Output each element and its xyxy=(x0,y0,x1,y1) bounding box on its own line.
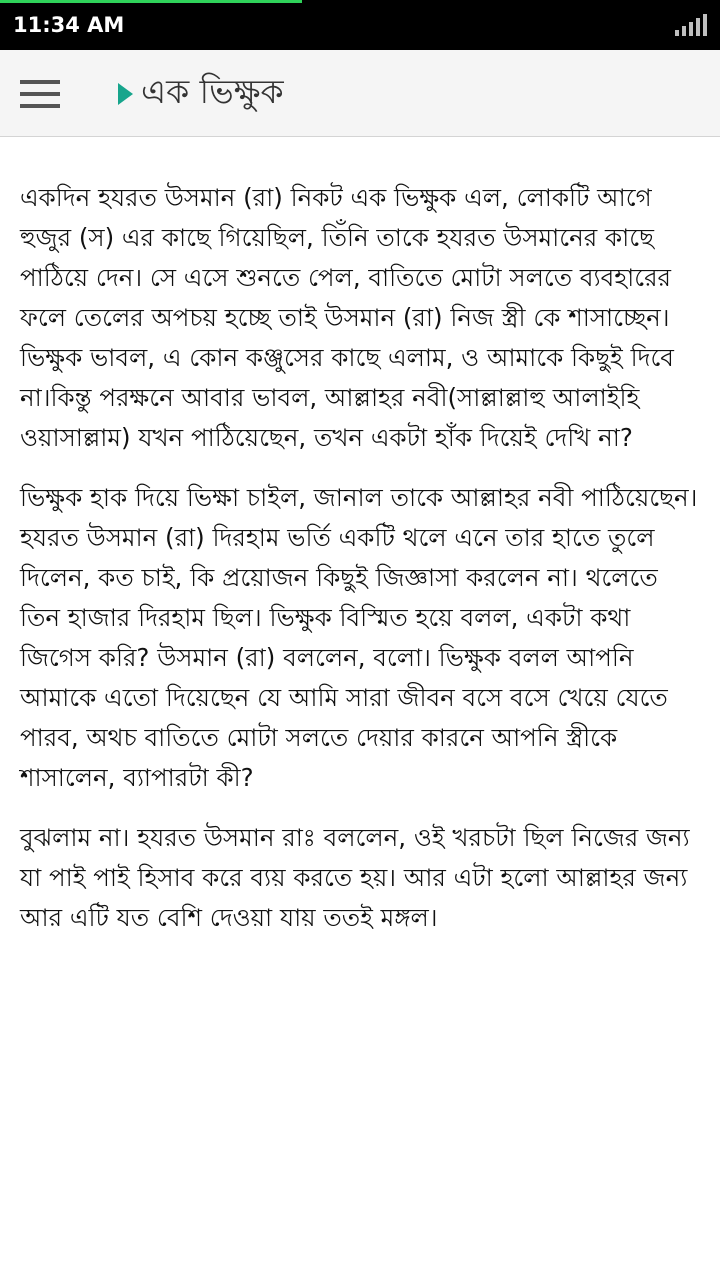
title-area xyxy=(118,68,284,120)
status-bar xyxy=(0,0,720,50)
signal-strength-icon xyxy=(675,14,707,36)
article-paragraph-1: একদিন হযরত উসমান (রা) নিকট এক ভিক্ষুক এল, লোকটি আগে হুজুর (স) এর কাছে গিয়েছিল, তিঁনি তাকে হযরত উসমানের কাছে পাঠিয়ে দেন। সে এসে শুনতে পেল, বাতিতে মোটা সলতে ব্যবহারের ফলে তেলের অপচয় হচ্ছে তাই উসমান (রা) নিজ স্ত্রী কে শাসাচ্ছেন।ভিক্ষুক ভাবল, এ কোন কঞ্জুসের কাছে এলাম, ও আমাকে কিছুই দিবে না।কিন্তু পরক্ষনে আবার ভাবল, আল্লাহর নবী(সাল্লাল্লাহু আলাইহি ওয়াসাল্লাম) যখন পাঠিয়েছেন, তখন একটা হাঁক দিয়েই দেখি না? xyxy=(20,183,674,452)
play-arrow-icon xyxy=(118,83,133,105)
menu-button[interactable] xyxy=(12,70,68,116)
app-bar xyxy=(0,50,720,137)
article-body xyxy=(20,178,700,958)
status-time: 11:34 AM xyxy=(13,13,125,37)
article-paragraph-3: বুঝলাম না। হযরত উসমান রাঃ বললেন, ওই খরচটা ছিল নিজের জন্য যা পাই পাই হিসাব করে ব্যয় করতে হয়। আর এটা হলো আল্লাহর জন্য আর এটি যত বেশি দেওয়া যায় ততই মঙ্গল। xyxy=(20,823,690,932)
page-title: এক ভিক্ষুক xyxy=(141,72,284,111)
page-load-progress-bar xyxy=(0,0,302,3)
article-paragraph-2: ভিক্ষুক হাক দিয়ে ভিক্ষা চাইল, জানাল তাকে আল্লাহর নবী পাঠিয়েছেন। হযরত উসমান (রা) দিরহাম ভর্তি একটি থলে এনে তার হাতে তুলে দিলেন, কত চাই, কি প্রয়োজন কিছুই জিজ্ঞাসা করলেন না। থলেতে তিন হাজার দিরহাম ছিল। ভিক্ষুক বিস্মিত হয়ে বলল, একটা কথা জিগেস করি? উসমান (রা) বললেন, বলো। ভিক্ষুক বলল আপনি আমাকে এতো দিয়েছেন যে আমি সারা জীবন বসে বসে খেয়ে যেতে পারব, অথচ বাতিতে মোটা সলতে দেয়ার কারনে আপনি স্ত্রীকে শাসালেন, ব্যাপারটা কী? xyxy=(20,483,698,792)
